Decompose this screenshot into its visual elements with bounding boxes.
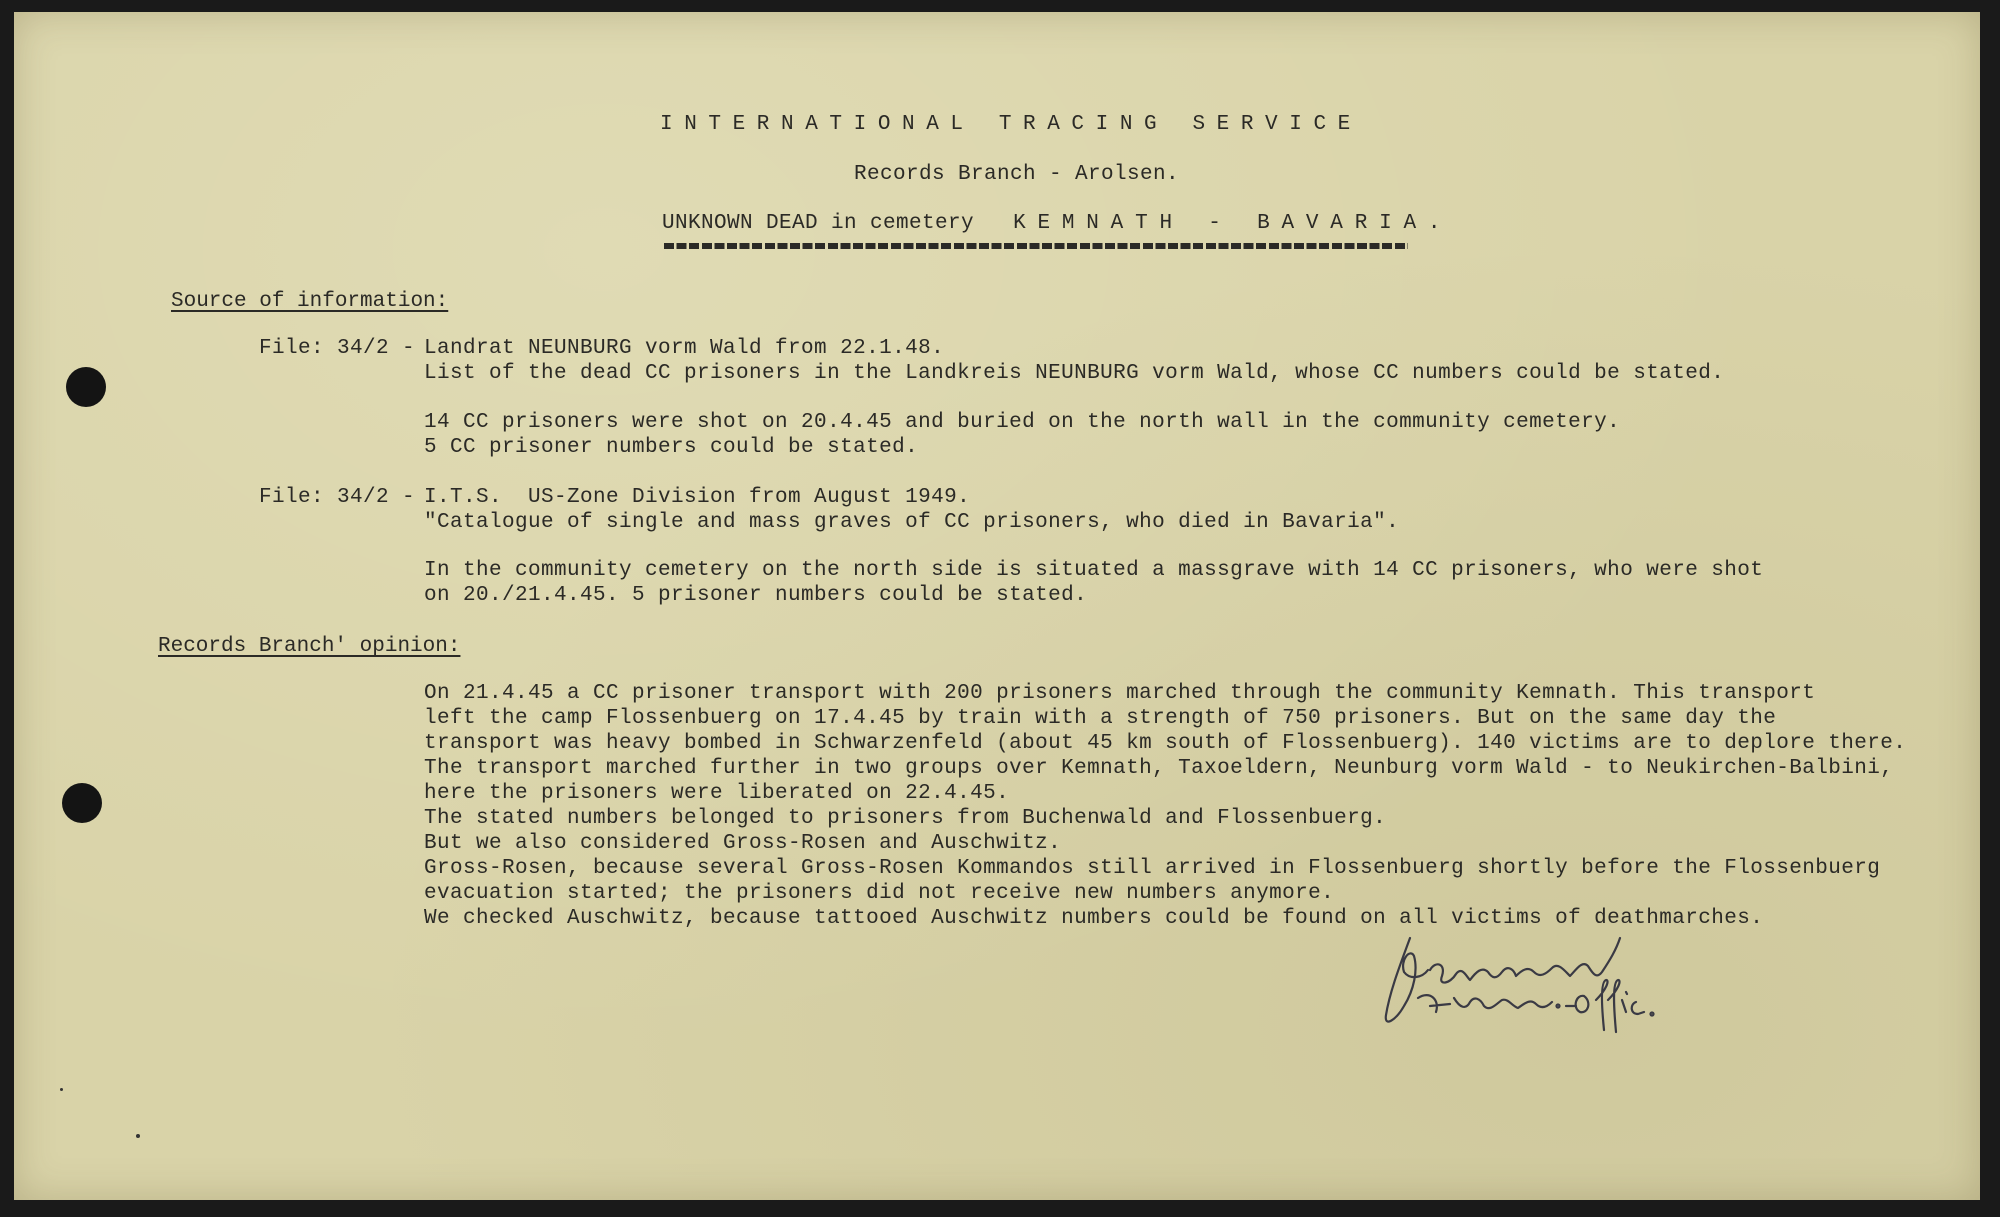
- organization-title: INTERNATIONAL TRACING SERVICE: [660, 113, 1362, 136]
- paper-speck: [60, 1088, 63, 1091]
- punch-hole-bottom: [62, 783, 102, 823]
- opinion-heading: Records Branch' opinion:: [158, 635, 461, 658]
- opinion-line: left the camp Flossenbuerg on 17.4.45 by train with a strength of 750 prisoners. But on the same day the: [424, 707, 1777, 730]
- source-paragraph-line: 5 CC prisoner numbers could be stated.: [424, 436, 919, 459]
- opinion-line: On 21.4.45 a CC prisoner transport with 200 prisoners marched through the community Kemnath. This transport: [424, 682, 1816, 705]
- subject-underline: [664, 243, 1408, 249]
- opinion-line: Gross-Rosen, because several Gross-Rosen Kommandos still arrived in Flossenbuerg shortly before the Flossenbuerg: [424, 857, 1881, 880]
- source-paragraph-line: 14 CC prisoners were shot on 20.4.45 and buried on the north wall in the community cemetery.: [424, 411, 1621, 434]
- source-paragraph-line: In the community cemetery on the north side is situated a massgrave with 14 CC prisoners, who were shot: [424, 559, 1764, 582]
- opinion-line: evacuation started; the prisoners did not receive new numbers anymore.: [424, 882, 1335, 905]
- subject-title: [662, 211, 1452, 236]
- opinion-line: But we also considered Gross-Rosen and Auschwitz.: [424, 832, 1062, 855]
- file-label: File: 34/2 -: [259, 486, 416, 509]
- handwritten-signature: [1370, 920, 1730, 1040]
- opinion-line: The stated numbers belonged to prisoners from Buchenwald and Flossenbuerg.: [424, 807, 1387, 830]
- opinion-line: We checked Auschwitz, because tattooed Auschwitz numbers could be found on all victims of deathmarches.: [424, 907, 1764, 930]
- source-paragraph-line: on 20./21.4.45. 5 prisoner numbers could be stated.: [424, 584, 1088, 607]
- source-heading: Source of information:: [171, 290, 449, 313]
- file-label: File: 34/2 -: [259, 337, 416, 360]
- source-line: "Catalogue of single and mass graves of CC prisoners, who died in Bavaria".: [424, 511, 1400, 534]
- subject-place: KEMNATH - BAVARIA.: [1013, 212, 1453, 235]
- punch-hole-top: [66, 367, 106, 407]
- source-line: I.T.S. US-Zone Division from August 1949.: [424, 486, 971, 509]
- opinion-line: transport was heavy bombed in Schwarzenfeld (about 45 km south of Flossenbuerg). 140 victims are to deplore there.: [424, 732, 1907, 755]
- source-line: Landrat NEUNBURG vorm Wald from 22.1.48.: [424, 337, 945, 360]
- subject-prefix: UNKNOWN DEAD in cemetery: [662, 212, 975, 235]
- source-line: List of the dead CC prisoners in the Landkreis NEUNBURG vorm Wald, whose CC numbers could be stated.: [424, 362, 1725, 385]
- paper-speck: [136, 1134, 140, 1138]
- opinion-line: The transport marched further in two groups over Kemnath, Taxoeldern, Neunburg vorm Wald - to Neukirchen-Balbini,: [424, 757, 1894, 780]
- branch-title: Records Branch - Arolsen.: [854, 163, 1180, 186]
- opinion-line: here the prisoners were liberated on 22.4.45.: [424, 782, 1010, 805]
